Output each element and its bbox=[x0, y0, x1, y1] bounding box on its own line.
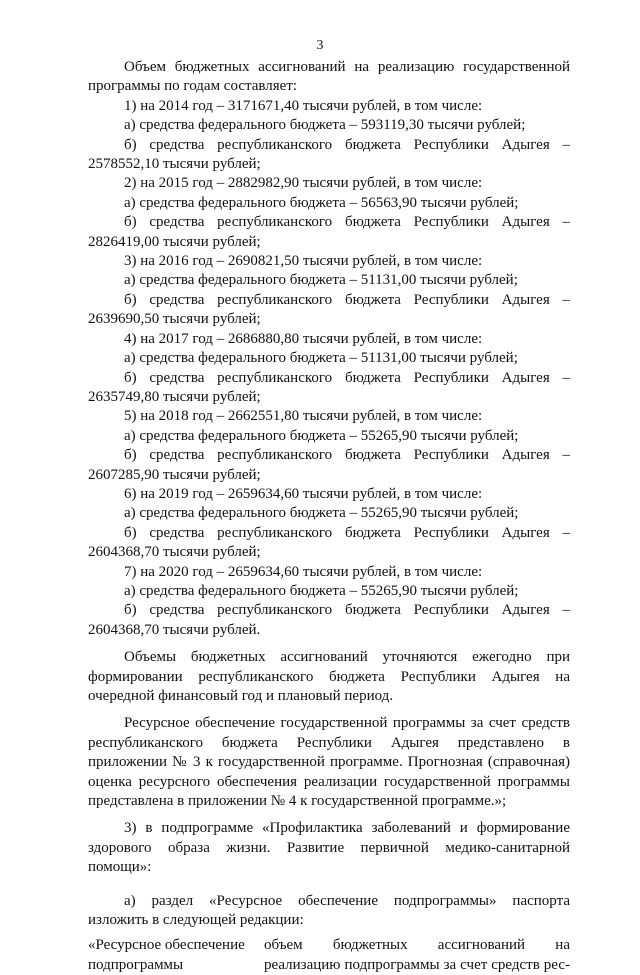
year-total-line: 3) на 2016 год – 2690821,50 тысячи рублей, в том числе: bbox=[124, 253, 483, 270]
year-total-line: 2) на 2015 год – 2882982,90 тысячи рублей, в том числе: bbox=[124, 175, 483, 192]
section-item-a: а) раздел «Ресурсное обеспечение подпрограммы» паспорта изложить в следующей редакции: bbox=[88, 892, 570, 929]
year-total-line: 5) на 2018 год – 2662551,80 тысячи рублей, в том числе: bbox=[124, 408, 483, 425]
republic-budget-line: б) средства республиканского бюджета Республики Адыгея – 2635749,80 тысячи рублей; bbox=[88, 369, 570, 405]
republic-budget-line: б) средства республиканского бюджета Республики Адыгея – 2607285,90 тысячи рублей; bbox=[88, 447, 570, 483]
document-body bbox=[88, 58, 570, 975]
passport-table-row bbox=[88, 936, 570, 975]
federal-budget-line: а) средства федерального бюджета – 55265,90 тысячи рублей; bbox=[124, 582, 519, 599]
year-total-line: 1) на 2014 год – 3171671,40 тысячи рублей, в том числе: bbox=[124, 97, 483, 114]
republic-budget-line: б) средства республиканского бюджета Республики Адыгея – 2604368,70 тысячи рублей; bbox=[88, 524, 570, 561]
federal-budget-line: а) средства федерального бюджета – 51131,00 тысячи рублей; bbox=[124, 272, 518, 289]
subprogram-item: 3) в подпрограмме «Профилактика заболеваний и формирование здорового образа жизни. Развитие первичной медико-санитарной помощи»: bbox=[88, 820, 570, 876]
federal-budget-line: а) средства федерального бюджета – 55265,90 тысячи рублей; bbox=[124, 505, 519, 522]
resource-paragraph: Ресурсное обеспечение государственной программы за счет средств республиканского бюджета Республики Адыгея представлено в приложении № 3 к государственной программе. Прогнозная (справочная) оценка ресурсного обеспечения реализации государственной программы представлена в приложении № 4 к государственной программе.»; bbox=[88, 715, 570, 810]
year-total-line: 6) на 2019 год – 2659634,60 тысячи рублей, в том числе: bbox=[124, 485, 483, 502]
year-total-line: 7) на 2020 год – 2659634,60 тысячи рублей, в том числе: bbox=[124, 563, 483, 580]
federal-budget-line: а) средства федерального бюджета – 51131,00 тысячи рублей; bbox=[124, 350, 518, 367]
federal-budget-line: а) средства федерального бюджета – 55265,90 тысячи рублей; bbox=[124, 427, 519, 444]
table-cell-value: объем бюджетных ассигнований на реализацию подпрограммы за счет средств рес- bbox=[264, 937, 570, 973]
budget-by-year-list bbox=[88, 97, 570, 640]
republic-budget-line: б) средства республиканского бюджета Республики Адыгея – 2639690,50 тысячи рублей; bbox=[88, 291, 570, 328]
table-cell-label: «Ресурсное обеспечение подпрограммы bbox=[88, 937, 245, 973]
refine-paragraph: Объемы бюджетных ассигнований уточняются ежегодно при формировании республиканского бюджета Республики Адыгея на очередной финансовый год и плановый период. bbox=[88, 649, 570, 704]
republic-budget-line: б) средства республиканского бюджета Республики Адыгея – 2578552,10 тысячи рублей; bbox=[88, 136, 570, 173]
page-number: 3 bbox=[316, 38, 324, 53]
republic-budget-line: б) средства республиканского бюджета Республики Адыгея – 2604368,70 тысячи рублей. bbox=[88, 602, 570, 638]
intro-paragraph: Объем бюджетных ассигнований на реализацию государственной программы по годам составляет: bbox=[88, 59, 570, 95]
republic-budget-line: б) средства республиканского бюджета Республики Адыгея – 2826419,00 тысячи рублей; bbox=[88, 214, 570, 250]
federal-budget-line: а) средства федерального бюджета – 593119,30 тысячи рублей; bbox=[124, 117, 526, 134]
year-total-line: 4) на 2017 год – 2686880,80 тысячи рублей, в том числе: bbox=[124, 330, 483, 347]
federal-budget-line: а) средства федерального бюджета – 56563,90 тысячи рублей; bbox=[124, 194, 519, 211]
